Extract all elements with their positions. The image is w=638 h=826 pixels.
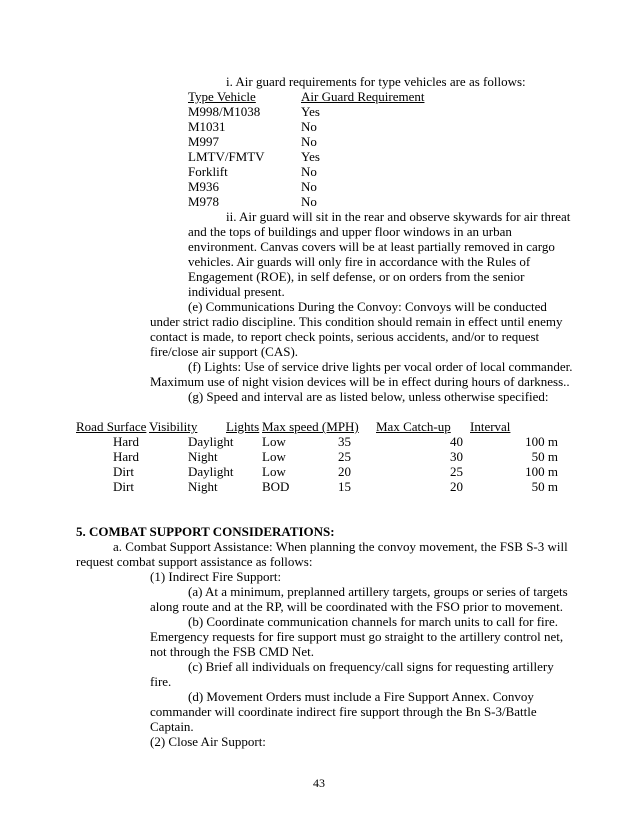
airguard-requirement: No [301, 179, 317, 194]
speed-cell-lights: Low [262, 464, 286, 479]
speed-header-max-speed: Max speed (MPH) [262, 419, 359, 434]
speed-cell-surface: Hard [113, 449, 139, 464]
speed-intro: (g) Speed and interval are as listed below, unless otherwise specified: [188, 389, 549, 404]
lights-text: (f) Lights: Use of service drive lights per vocal order of local commander. [188, 359, 573, 374]
airguard-requirement: No [301, 134, 317, 149]
communications-text: (e) Communications During the Convoy: Convoys will be conducted [188, 299, 547, 314]
speed-cell-lights: Low [262, 449, 286, 464]
item-c-text: (c) Brief all individuals on frequency/call signs for requesting artillery [188, 659, 554, 674]
airguard-vehicle: M1031 [188, 119, 226, 134]
close-air-heading: (2) Close Air Support: [150, 734, 266, 749]
speed-header-lights: Lights [226, 419, 260, 434]
page-number: 43 [313, 776, 325, 790]
communications-text: fire/close air support (CAS). [150, 344, 299, 359]
speed-header-visibility: Visibility [149, 419, 198, 434]
speed-cell-catchup: 40 [450, 434, 463, 449]
speed-cell-surface: Dirt [113, 479, 134, 494]
speed-cell-speed: 20 [338, 464, 351, 479]
airguard-ii-text: individual present. [188, 284, 285, 299]
airguard-vehicle: M998/M1038 [188, 104, 261, 119]
speed-cell-lights: Low [262, 434, 286, 449]
airguard-ii-text: vehicles. Air guards will only fire in accordance with the Rules of [188, 254, 531, 269]
speed-header-surface: Road Surface [76, 419, 147, 434]
speed-cell-surface: Dirt [113, 464, 134, 479]
speed-cell-interval: 50 m [531, 479, 558, 494]
item-a-text: (a) At a minimum, preplanned artillery targets, groups or series of targets [188, 584, 568, 599]
item-c-text: fire. [150, 674, 172, 689]
section5-heading: 5. COMBAT SUPPORT CONSIDERATIONS: [76, 524, 335, 539]
speed-cell-speed: 25 [338, 449, 351, 464]
airguard-header-type: Type Vehicle [188, 89, 256, 104]
item-b-text: not through the FSB CMD Net. [150, 644, 314, 659]
speed-cell-visibility: Daylight [188, 464, 234, 479]
item-a-text: along route and at the RP, will be coordinated with the FSO prior to movement. [150, 599, 564, 614]
speed-cell-visibility: Night [188, 449, 218, 464]
airguard-vehicle: M978 [188, 194, 220, 209]
speed-cell-interval: 100 m [525, 434, 558, 449]
item-d-text: (d) Movement Orders must include a Fire Support Annex. Convoy [188, 689, 534, 704]
airguard-vehicle: M997 [188, 134, 220, 149]
speed-cell-interval: 100 m [525, 464, 558, 479]
section5-a-text: a. Combat Support Assistance: When planning the convoy movement, the FSB S-3 will [113, 539, 568, 554]
airguard-intro: i. Air guard requirements for type vehicles are as follows: [226, 74, 526, 89]
airguard-header-requirement: Air Guard Requirement [301, 89, 425, 104]
speed-cell-catchup: 20 [450, 479, 463, 494]
communications-text: under strict radio discipline. This condition should remain in effect until enemy [150, 314, 563, 329]
airguard-requirement: Yes [301, 104, 320, 119]
airguard-requirement: Yes [301, 149, 320, 164]
speed-cell-lights: BOD [262, 479, 290, 494]
speed-cell-catchup: 25 [450, 464, 463, 479]
airguard-ii-text: ii. Air guard will sit in the rear and observe skywards for air threat [226, 209, 571, 224]
speed-cell-visibility: Night [188, 479, 218, 494]
item-b-text: Emergency requests for fire support must go straight to the artillery control net, [150, 629, 564, 644]
speed-header-interval: Interval [470, 419, 511, 434]
item-d-text: commander will coordinate indirect fire support through the Bn S-3/Battle [150, 704, 537, 719]
lights-text: Maximum use of night vision devices will be in effect during hours of darkness.. [150, 374, 570, 389]
item-d-text: Captain. [150, 719, 194, 734]
airguard-vehicle: Forklift [188, 164, 228, 179]
airguard-ii-text: and the tops of buildings and upper floor windows in an urban [188, 224, 512, 239]
indirect-fire-heading: (1) Indirect Fire Support: [150, 569, 282, 584]
speed-cell-speed: 15 [338, 479, 351, 494]
airguard-vehicle: LMTV/FMTV [188, 149, 265, 164]
item-b-text: (b) Coordinate communication channels for march units to call for fire. [188, 614, 559, 629]
airguard-requirement: No [301, 194, 317, 209]
speed-cell-visibility: Daylight [188, 434, 234, 449]
airguard-ii-text: Engagement (ROE), in self defense, or on orders from the senior [188, 269, 525, 284]
airguard-vehicle: M936 [188, 179, 220, 194]
section5-a-text: request combat support assistance as follows: [76, 554, 313, 569]
speed-cell-interval: 50 m [531, 449, 558, 464]
speed-cell-surface: Hard [113, 434, 139, 449]
airguard-ii-text: environment. Canvas covers will be at least partially removed in cargo [188, 239, 555, 254]
communications-text: contact is made, to report check points, serious accidents, and/or to request [150, 329, 540, 344]
speed-header-catchup: Max Catch-up [376, 419, 451, 434]
airguard-requirement: No [301, 119, 317, 134]
speed-cell-speed: 35 [338, 434, 351, 449]
speed-cell-catchup: 30 [450, 449, 463, 464]
airguard-requirement: No [301, 164, 317, 179]
